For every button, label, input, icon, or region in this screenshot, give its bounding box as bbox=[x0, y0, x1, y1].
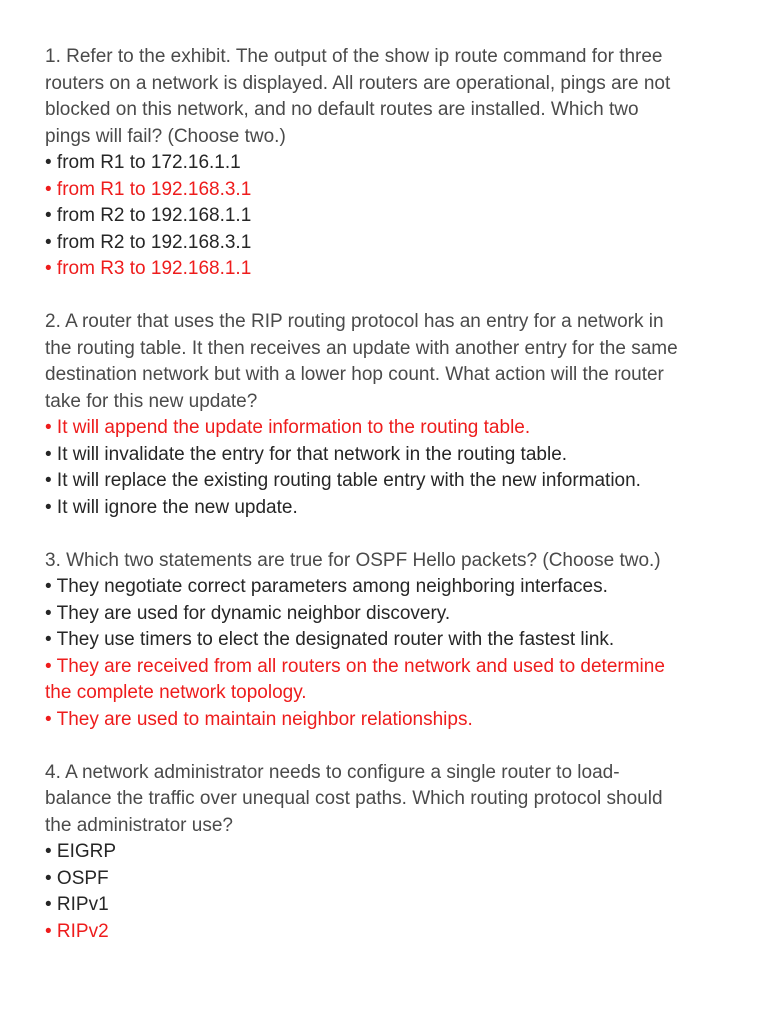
question-4-option: • EIGRP bbox=[45, 841, 117, 862]
question-1-prompt-line: blocked on this network, and no default routes are installed. Which two bbox=[45, 99, 639, 120]
question-3-option: • They use timers to elect the designated router with the fastest link. bbox=[45, 629, 615, 650]
question-2-option: • It will invalidate the entry for that network in the routing table. bbox=[45, 443, 568, 465]
question-1-option-correct: • from R3 to 192.168.1.1 bbox=[45, 258, 252, 279]
question-2-option-correct: • It will append the update information to the routing table. bbox=[45, 417, 531, 438]
question-3-option-correct-continued: the complete network topology. bbox=[45, 682, 307, 703]
question-1-option: • from R2 to 192.168.1.1 bbox=[45, 205, 252, 226]
question-2-prompt-line: the routing table. It then receives an update with another entry for the same bbox=[45, 337, 678, 359]
question-4-option: • OSPF bbox=[45, 867, 109, 889]
question-3-option-correct: • They are used to maintain neighbor relationships. bbox=[45, 708, 473, 730]
question-2-prompt-line: take for this new update? bbox=[45, 390, 258, 412]
question-2-prompt-line: 2. A router that uses the RIP routing protocol has an entry for a network in bbox=[45, 311, 664, 332]
question-1 bbox=[45, 44, 728, 283]
question-4-prompt-line: balance the traffic over unequal cost paths. Which routing protocol should bbox=[45, 788, 663, 809]
question-1-option-correct: • from R1 to 192.168.3.1 bbox=[45, 178, 252, 200]
question-3-prompt-line: 3. Which two statements are true for OSPF Hello packets? (Choose two.) bbox=[45, 549, 661, 571]
question-1-prompt-line: routers on a network is displayed. All routers are operational, pings are not bbox=[45, 72, 671, 94]
question-1-prompt-line: 1. Refer to the exhibit. The output of the show ip route command for three bbox=[45, 46, 663, 67]
question-4-option-correct: • RIPv2 bbox=[45, 920, 109, 942]
question-4-option: • RIPv1 bbox=[45, 894, 109, 915]
question-3-option: • They are used for dynamic neighbor discovery. bbox=[45, 602, 451, 624]
question-1-option: • from R1 to 172.16.1.1 bbox=[45, 152, 241, 173]
question-3-option: • They negotiate correct parameters among neighboring interfaces. bbox=[45, 576, 608, 597]
question-2-option: • It will ignore the new update. bbox=[45, 496, 298, 518]
question-1-prompt-line: pings will fail? (Choose two.) bbox=[45, 125, 286, 147]
question-4-prompt-line: 4. A network administrator needs to configure a single router to load- bbox=[45, 761, 620, 783]
question-3 bbox=[45, 548, 728, 734]
question-2-prompt-line: destination network but with a lower hop count. What action will the router bbox=[45, 364, 664, 385]
question-2 bbox=[45, 309, 728, 521]
question-2-option: • It will replace the existing routing table entry with the new information. bbox=[45, 470, 641, 491]
question-4 bbox=[45, 760, 728, 946]
question-1-option: • from R2 to 192.168.3.1 bbox=[45, 231, 252, 253]
question-4-prompt-line: the administrator use? bbox=[45, 814, 233, 836]
question-3-option-correct: • They are received from all routers on the network and used to determine bbox=[45, 655, 665, 677]
